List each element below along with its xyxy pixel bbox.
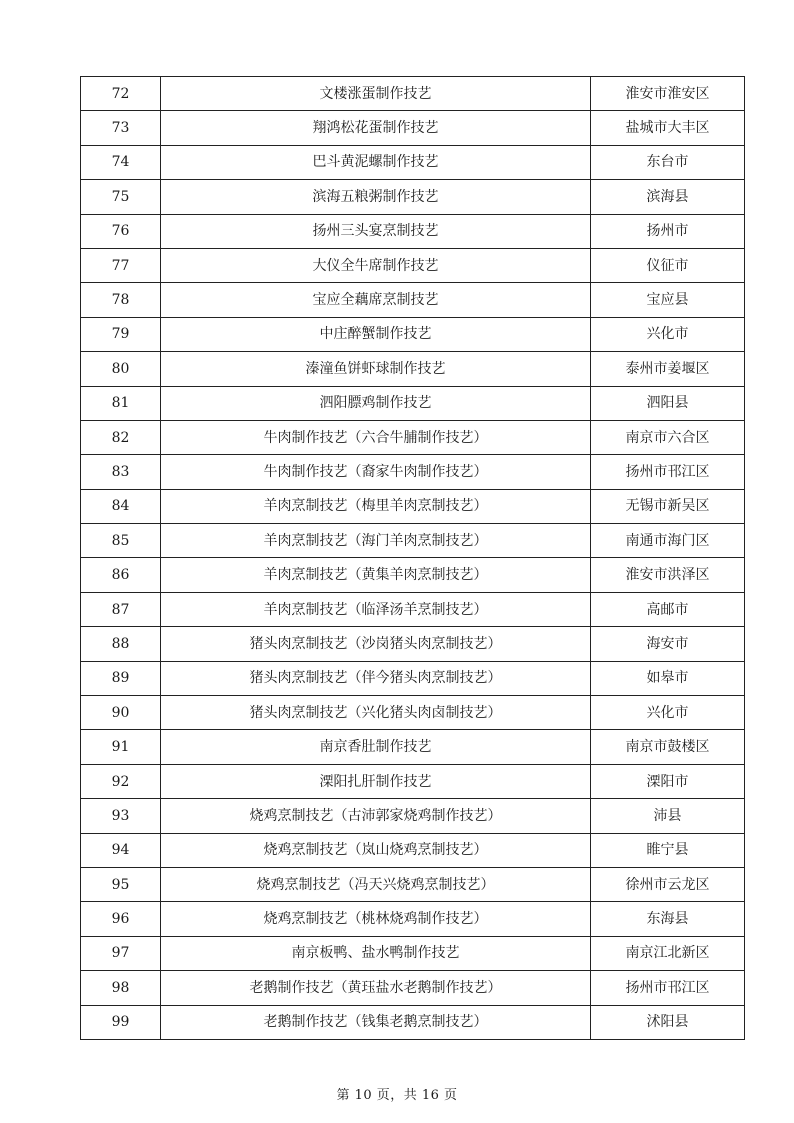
item-name-cell: 滨海五粮粥制作技艺 — [161, 180, 591, 214]
page-footer: 第 10 页，共 16 页 — [336, 1088, 458, 1103]
row-number-cell: 94 — [81, 833, 161, 867]
row-number-cell: 75 — [81, 180, 161, 214]
table-row — [81, 627, 745, 661]
region-cell: 南京江北新区 — [591, 936, 745, 970]
region-cell: 淮安市淮安区 — [591, 77, 745, 111]
item-name-cell: 巴斗黄泥螺制作技艺 — [161, 145, 591, 179]
region-cell: 泰州市姜堰区 — [591, 352, 745, 386]
row-number-cell: 77 — [81, 248, 161, 282]
row-number-cell: 83 — [81, 455, 161, 489]
table-row — [81, 77, 745, 111]
table-row — [81, 661, 745, 695]
row-number-cell: 88 — [81, 627, 161, 661]
row-number-cell: 96 — [81, 902, 161, 936]
region-cell: 沛县 — [591, 799, 745, 833]
item-name-cell: 牛肉制作技艺（六合牛脯制作技艺） — [161, 420, 591, 454]
region-cell: 海安市 — [591, 627, 745, 661]
region-cell: 南通市海门区 — [591, 524, 745, 558]
table-row — [81, 489, 745, 523]
table-row — [81, 696, 745, 730]
table-row — [81, 248, 745, 282]
row-number-cell: 87 — [81, 592, 161, 626]
row-number-cell: 95 — [81, 867, 161, 901]
table-row — [81, 971, 745, 1005]
item-name-cell: 扬州三头宴烹制技艺 — [161, 214, 591, 248]
row-number-cell: 98 — [81, 971, 161, 1005]
item-name-cell: 文楼涨蛋制作技艺 — [161, 77, 591, 111]
item-name-cell: 烧鸡烹制技艺（岚山烧鸡烹制技艺） — [161, 833, 591, 867]
row-number-cell: 74 — [81, 145, 161, 179]
table-row — [81, 145, 745, 179]
table-row — [81, 352, 745, 386]
row-number-cell: 97 — [81, 936, 161, 970]
row-number-cell: 82 — [81, 420, 161, 454]
row-number-cell: 91 — [81, 730, 161, 764]
item-name-cell: 溧阳扎肝制作技艺 — [161, 764, 591, 798]
row-number-cell: 81 — [81, 386, 161, 420]
item-name-cell: 牛肉制作技艺（裔家牛肉制作技艺） — [161, 455, 591, 489]
region-cell: 兴化市 — [591, 696, 745, 730]
table-row — [81, 833, 745, 867]
table-row — [81, 420, 745, 454]
region-cell: 宝应县 — [591, 283, 745, 317]
table-row — [81, 1005, 745, 1039]
item-name-cell: 猪头肉烹制技艺（沙岗猪头肉烹制技艺） — [161, 627, 591, 661]
row-number-cell: 99 — [81, 1005, 161, 1039]
item-name-cell: 老鹅制作技艺（钱集老鹅烹制技艺） — [161, 1005, 591, 1039]
region-cell: 高邮市 — [591, 592, 745, 626]
item-name-cell: 南京板鸭、盐水鸭制作技艺 — [161, 936, 591, 970]
table-row — [81, 386, 745, 420]
region-cell: 如皋市 — [591, 661, 745, 695]
region-cell: 东台市 — [591, 145, 745, 179]
item-name-cell: 猪头肉烹制技艺（伴今猪头肉烹制技艺） — [161, 661, 591, 695]
region-cell: 沭阳县 — [591, 1005, 745, 1039]
table-row — [81, 455, 745, 489]
table-row — [81, 592, 745, 626]
row-number-cell: 78 — [81, 283, 161, 317]
row-number-cell: 85 — [81, 524, 161, 558]
table-row — [81, 867, 745, 901]
region-cell: 兴化市 — [591, 317, 745, 351]
item-name-cell: 羊肉烹制技艺（黄集羊肉烹制技艺） — [161, 558, 591, 592]
row-number-cell: 93 — [81, 799, 161, 833]
region-cell: 扬州市邗江区 — [591, 455, 745, 489]
row-number-cell: 72 — [81, 77, 161, 111]
row-number-cell: 79 — [81, 317, 161, 351]
row-number-cell: 90 — [81, 696, 161, 730]
region-cell: 扬州市 — [591, 214, 745, 248]
item-name-cell: 猪头肉烹制技艺（兴化猪头肉卤制技艺） — [161, 696, 591, 730]
row-number-cell: 76 — [81, 214, 161, 248]
region-cell: 滨海县 — [591, 180, 745, 214]
item-name-cell: 羊肉烹制技艺（梅里羊肉烹制技艺） — [161, 489, 591, 523]
table-row — [81, 730, 745, 764]
table-body — [81, 77, 745, 1040]
region-cell: 仪征市 — [591, 248, 745, 282]
table-row — [81, 764, 745, 798]
item-name-cell: 烧鸡烹制技艺（桃林烧鸡制作技艺） — [161, 902, 591, 936]
row-number-cell: 80 — [81, 352, 161, 386]
table-row — [81, 180, 745, 214]
table-row — [81, 558, 745, 592]
item-name-cell: 羊肉烹制技艺（海门羊肉烹制技艺） — [161, 524, 591, 558]
item-name-cell: 溱潼鱼饼虾球制作技艺 — [161, 352, 591, 386]
heritage-list-table — [80, 76, 745, 1040]
table-row — [81, 214, 745, 248]
item-name-cell: 大仪全牛席制作技艺 — [161, 248, 591, 282]
row-number-cell: 92 — [81, 764, 161, 798]
row-number-cell: 73 — [81, 111, 161, 145]
item-name-cell: 宝应全藕席烹制技艺 — [161, 283, 591, 317]
item-name-cell: 烧鸡烹制技艺（冯天兴烧鸡烹制技艺） — [161, 867, 591, 901]
region-cell: 盐城市大丰区 — [591, 111, 745, 145]
item-name-cell: 泗阳膘鸡制作技艺 — [161, 386, 591, 420]
region-cell: 无锡市新吴区 — [591, 489, 745, 523]
item-name-cell: 中庄醉蟹制作技艺 — [161, 317, 591, 351]
table-row — [81, 902, 745, 936]
region-cell: 扬州市邗江区 — [591, 971, 745, 1005]
region-cell: 南京市六合区 — [591, 420, 745, 454]
item-name-cell: 烧鸡烹制技艺（古沛郭家烧鸡制作技艺） — [161, 799, 591, 833]
table-row — [81, 317, 745, 351]
row-number-cell: 89 — [81, 661, 161, 695]
row-number-cell: 84 — [81, 489, 161, 523]
region-cell: 淮安市洪泽区 — [591, 558, 745, 592]
region-cell: 睢宁县 — [591, 833, 745, 867]
region-cell: 徐州市云龙区 — [591, 867, 745, 901]
table-row — [81, 283, 745, 317]
row-number-cell: 86 — [81, 558, 161, 592]
region-cell: 泗阳县 — [591, 386, 745, 420]
item-name-cell: 南京香肚制作技艺 — [161, 730, 591, 764]
table-row — [81, 524, 745, 558]
table-row — [81, 799, 745, 833]
region-cell: 南京市鼓楼区 — [591, 730, 745, 764]
region-cell: 东海县 — [591, 902, 745, 936]
item-name-cell: 羊肉烹制技艺（临泽汤羊烹制技艺） — [161, 592, 591, 626]
table-row — [81, 936, 745, 970]
item-name-cell: 老鹅制作技艺（黄珏盐水老鹅制作技艺） — [161, 971, 591, 1005]
item-name-cell: 翔鸿松花蛋制作技艺 — [161, 111, 591, 145]
region-cell: 溧阳市 — [591, 764, 745, 798]
table-row — [81, 111, 745, 145]
